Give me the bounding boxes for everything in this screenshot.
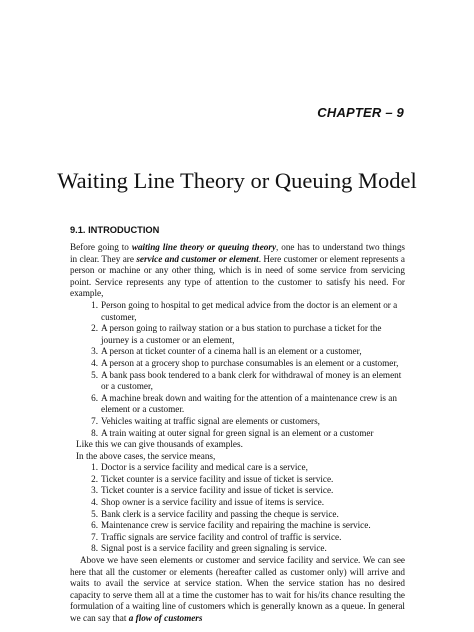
page-title: Waiting Line Theory or Queuing Model (57, 168, 417, 193)
closing-text: Above we have seen elements or customer and service facility and service. We can see here that all the customer or elements (hereafter called as customer only) will arrive and waits to avail the service at service station. When the service station has no desired capacity to serve them all at a time the customer has to wait for his/its chance resulting the formulation of a waiting line of customers which is generally known as a queue. In general we can say that (70, 555, 405, 623)
intro-text-2: , one has to understand two things in clear. They are (70, 242, 405, 264)
chapter-label: CHAPTER – 9 (317, 105, 404, 120)
list-text: Maintenance crew is service facility and repairing the machine is service. (101, 520, 371, 531)
list-number: 2. (91, 323, 98, 334)
list-item (70, 509, 405, 521)
list-item (70, 543, 405, 555)
list-text: Vehicles waiting at traffic signal are elements or customers, (101, 415, 320, 426)
list-number: 6. (91, 392, 98, 403)
list-number: 4. (91, 497, 98, 508)
body-text (70, 242, 405, 625)
list-item (70, 497, 405, 509)
list-item (70, 358, 405, 370)
list-number: 7. (91, 531, 98, 542)
list-number: 8. (91, 427, 98, 438)
list-item (70, 520, 405, 532)
list-text: Shop owner is a service facility and issue of items is service. (101, 497, 324, 508)
list-text: Doctor is a service facility and medical care is a service, (101, 462, 308, 473)
list-text: Signal post is a service facility and green signaling is service. (101, 543, 327, 554)
list-text: A person at ticket counter of a cinema hall is an element or a customer, (101, 346, 362, 357)
list-text: Ticket counter is a service facility and issue of ticket is service. (101, 485, 334, 496)
list-number: 3. (91, 346, 98, 357)
list-text: Bank clerk is a service facility and passing the cheque is service. (101, 508, 339, 519)
list-text: A person at a grocery shop to purchase consumables is an element or a customer, (101, 357, 399, 368)
list-text: A person going to railway station or a bus station to purchase a ticket for the journey is a customer or an element, (101, 323, 382, 345)
list-text: A bank pass book tendered to a bank clerk for withdrawal of money is an element or a customer, (101, 369, 402, 392)
list-item (70, 462, 405, 474)
list-item (70, 300, 405, 323)
list-item (70, 346, 405, 358)
list-number: 4. (91, 357, 98, 368)
list-number: 1. (91, 462, 98, 473)
list-item (70, 323, 405, 346)
list-number: 3. (91, 485, 98, 496)
list-number: 5. (91, 369, 98, 380)
list-item (70, 416, 405, 428)
intro-text-3: . Here customer or element represents a person or machine or any other thing, which is in need of some service from servicing point. Service represents any type of attention to the customer to satisfy his need. For example, (70, 253, 405, 299)
list-item (70, 532, 405, 544)
list-number: 1. (91, 299, 98, 310)
list-text: A train waiting at outer signal for green signal is an element or a customer (101, 427, 374, 438)
intro-emphasis-2: service and customer or element (136, 253, 259, 264)
above-cases-line: In the above cases, the service means, (76, 450, 216, 461)
list-item (70, 474, 405, 486)
intro-paragraph (70, 242, 405, 300)
like-this-line: Like this we can give thousands of examples. (76, 439, 243, 450)
list-number: 7. (91, 415, 98, 426)
list-text: Traffic signals are service facility and control of traffic is service. (101, 531, 342, 542)
list-text: Person going to hospital to get medical advice from the doctor is an element or a customer, (101, 299, 398, 322)
list-number: 6. (91, 520, 98, 531)
list-text: A machine break down and waiting for the attention of a maintenance crew is an element or a customer. (101, 392, 397, 415)
list-number: 2. (91, 473, 98, 484)
closing-paragraph (70, 555, 405, 625)
intro-text-1: Before going to (70, 242, 132, 252)
closing-emphasis: a flow of customers (128, 613, 203, 623)
list-item (70, 393, 405, 416)
list-item (70, 428, 405, 440)
list-number: 8. (91, 543, 98, 554)
examples-list (70, 300, 405, 439)
intro-emphasis-1: waiting line theory or queuing theory (131, 242, 277, 252)
list-text: Ticket counter is a service facility and issue of ticket is service. (101, 473, 334, 484)
list-item (70, 485, 405, 497)
service-list (70, 462, 405, 555)
section-heading: 9.1. INTRODUCTION (70, 225, 160, 235)
list-item (70, 370, 405, 393)
list-number: 5. (91, 508, 98, 519)
